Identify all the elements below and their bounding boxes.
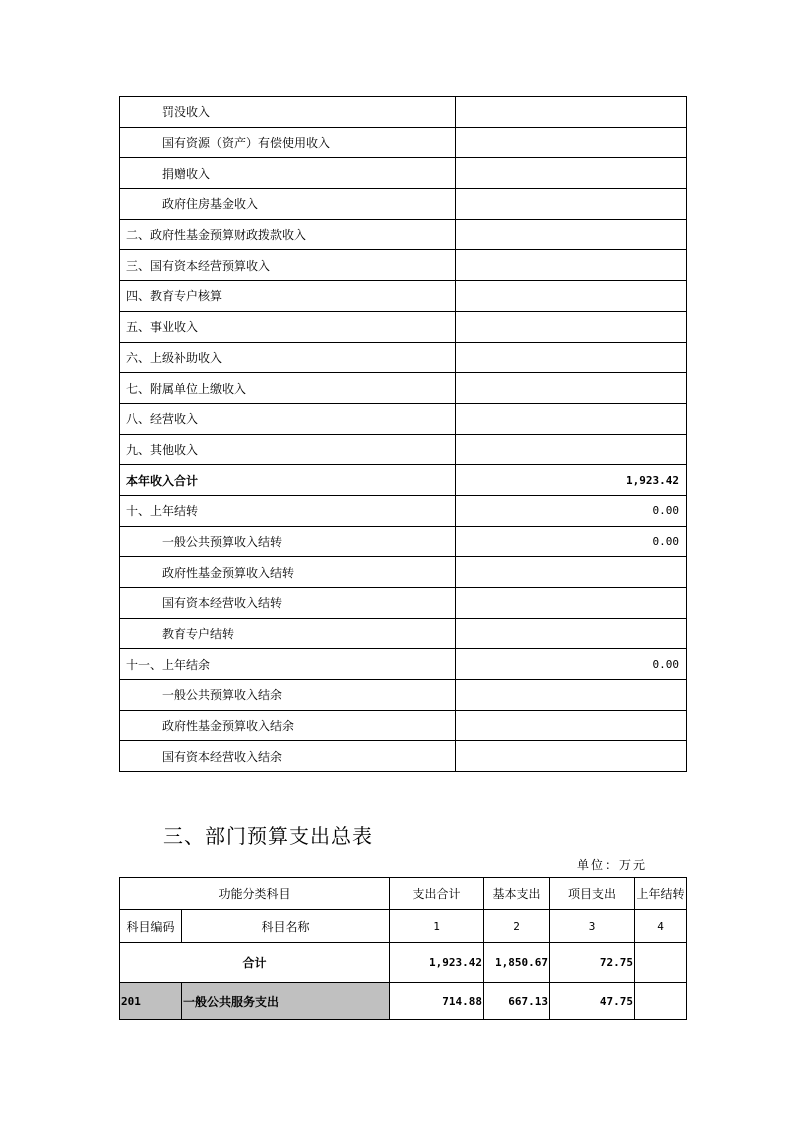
sum-project: 72.75 bbox=[550, 943, 635, 983]
income-value bbox=[456, 403, 687, 434]
row-total: 714.88 bbox=[390, 983, 484, 1020]
row-carryover bbox=[635, 983, 687, 1020]
income-row bbox=[120, 342, 687, 373]
income-row bbox=[120, 495, 687, 526]
income-row bbox=[120, 434, 687, 465]
column-index: 2 bbox=[484, 910, 550, 943]
header-name: 科目名称 bbox=[182, 910, 390, 943]
income-total-row bbox=[120, 465, 687, 496]
income-value: 0.00 bbox=[456, 526, 687, 557]
income-label: 国有资源（资产）有偿使用收入 bbox=[120, 127, 456, 158]
column-index: 3 bbox=[550, 910, 635, 943]
income-value bbox=[456, 250, 687, 281]
income-table bbox=[119, 96, 687, 772]
header-category: 功能分类科目 bbox=[120, 878, 390, 910]
income-row bbox=[120, 557, 687, 588]
income-row bbox=[120, 311, 687, 342]
income-label: 一般公共预算收入结转 bbox=[120, 526, 456, 557]
income-row bbox=[120, 158, 687, 189]
subheader-row bbox=[120, 910, 687, 943]
income-row bbox=[120, 680, 687, 711]
income-label: 罚没收入 bbox=[120, 97, 456, 128]
income-row bbox=[120, 189, 687, 220]
income-value bbox=[456, 373, 687, 404]
income-row bbox=[120, 373, 687, 404]
row-name: 一般公共服务支出 bbox=[182, 983, 390, 1020]
income-label: 四、教育专户核算 bbox=[120, 281, 456, 312]
income-row bbox=[120, 526, 687, 557]
income-value bbox=[456, 588, 687, 619]
income-value bbox=[456, 710, 687, 741]
income-label: 三、国有资本经营预算收入 bbox=[120, 250, 456, 281]
income-label: 二、政府性基金预算财政拨款收入 bbox=[120, 219, 456, 250]
header-total: 支出合计 bbox=[390, 878, 484, 910]
header-basic: 基本支出 bbox=[484, 878, 550, 910]
income-label: 九、其他收入 bbox=[120, 434, 456, 465]
income-value bbox=[456, 189, 687, 220]
expense-table bbox=[119, 877, 687, 1020]
income-row bbox=[120, 219, 687, 250]
income-label: 七、附属单位上缴收入 bbox=[120, 373, 456, 404]
income-label: 六、上级补助收入 bbox=[120, 342, 456, 373]
income-label: 一般公共预算收入结余 bbox=[120, 680, 456, 711]
income-label: 政府性基金预算收入结转 bbox=[120, 557, 456, 588]
income-row bbox=[120, 250, 687, 281]
income-value bbox=[456, 127, 687, 158]
header-row bbox=[120, 878, 687, 910]
income-value bbox=[456, 158, 687, 189]
sum-total: 1,923.42 bbox=[390, 943, 484, 983]
income-value bbox=[456, 741, 687, 772]
income-label: 十、上年结转 bbox=[120, 495, 456, 526]
income-label: 教育专户结转 bbox=[120, 618, 456, 649]
column-index: 1 bbox=[390, 910, 484, 943]
income-label: 五、事业收入 bbox=[120, 311, 456, 342]
row-basic: 667.13 bbox=[484, 983, 550, 1020]
income-label: 本年收入合计 bbox=[120, 465, 456, 496]
header-project: 项目支出 bbox=[550, 878, 635, 910]
row-project: 47.75 bbox=[550, 983, 635, 1020]
sum-row bbox=[120, 943, 687, 983]
income-value bbox=[456, 281, 687, 312]
income-row bbox=[120, 710, 687, 741]
row-code: 201 bbox=[120, 983, 182, 1020]
section-title: 三、部门预算支出总表 bbox=[163, 824, 373, 848]
header-carryover: 上年结转 bbox=[635, 878, 687, 910]
income-label: 十一、上年结余 bbox=[120, 649, 456, 680]
income-row bbox=[120, 741, 687, 772]
income-label: 政府住房基金收入 bbox=[120, 189, 456, 220]
income-row bbox=[120, 127, 687, 158]
income-value bbox=[456, 311, 687, 342]
sum-carryover bbox=[635, 943, 687, 983]
income-row bbox=[120, 97, 687, 128]
income-label: 捐赠收入 bbox=[120, 158, 456, 189]
income-value bbox=[456, 680, 687, 711]
income-label: 八、经营收入 bbox=[120, 403, 456, 434]
income-value: 1,923.42 bbox=[456, 465, 687, 496]
column-index: 4 bbox=[635, 910, 687, 943]
income-row bbox=[120, 588, 687, 619]
income-value bbox=[456, 557, 687, 588]
income-value bbox=[456, 434, 687, 465]
income-row bbox=[120, 618, 687, 649]
income-value bbox=[456, 342, 687, 373]
income-value: 0.00 bbox=[456, 649, 687, 680]
income-row bbox=[120, 649, 687, 680]
income-row bbox=[120, 403, 687, 434]
income-label: 政府性基金预算收入结余 bbox=[120, 710, 456, 741]
sum-label: 合计 bbox=[120, 943, 390, 983]
income-row bbox=[120, 281, 687, 312]
income-value bbox=[456, 97, 687, 128]
unit-label: 单位：万元 bbox=[577, 858, 648, 872]
income-value bbox=[456, 618, 687, 649]
income-value bbox=[456, 219, 687, 250]
income-label: 国有资本经营收入结余 bbox=[120, 741, 456, 772]
income-value: 0.00 bbox=[456, 495, 687, 526]
income-label: 国有资本经营收入结转 bbox=[120, 588, 456, 619]
header-code: 科目编码 bbox=[120, 910, 182, 943]
table-row bbox=[120, 983, 687, 1020]
sum-basic: 1,850.67 bbox=[484, 943, 550, 983]
